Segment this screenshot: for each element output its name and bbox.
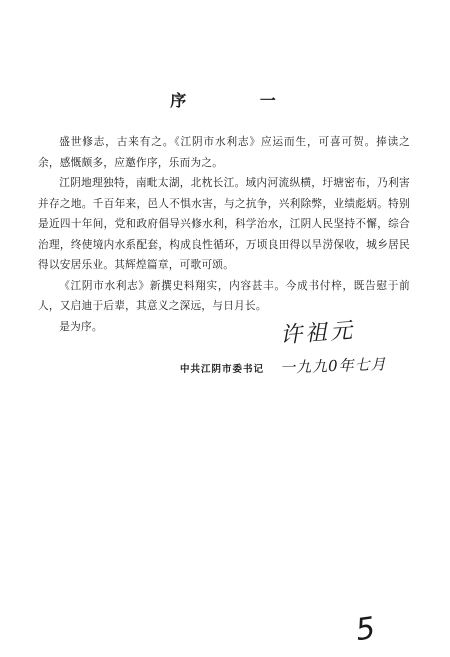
page-number: 5 <box>353 610 378 649</box>
signature-date: 一九九0年七月 <box>279 355 387 377</box>
signature-block <box>180 318 420 381</box>
signature-name: 许祖元 <box>279 318 356 349</box>
paragraph-4: 是为序。 <box>59 320 103 333</box>
paragraph-3: 《江阴市水利志》新撰史料翔实，内容甚丰。今成书付梓，既告慰于前人，又启迪于后辈，其意义之深远，与日月长。 <box>38 279 410 312</box>
paragraph-1: 盛世修志，古来有之。《江阴市水利志》应运而生，可喜可贺。捧读之余，感慨颇多，应邀作序，乐而为之。 <box>38 136 410 169</box>
signer-organization: 中共江阴市委书记 <box>180 364 265 375</box>
preface-body <box>38 132 410 337</box>
paragraph-2: 江阴地理独特，南毗太湖，北枕长江。域内河流纵横，圩塘密布，乃利害并存之地。千百年来，邑人不惧水害，与之抗争，兴利除弊，业绩彪炳。特别是近四十年间，党和政府倡导兴修水利，科学治水，江阴人民坚持不懈，综合治理，终使境内水系配套，构成良性循环，万顷良田得以旱涝保收，城乡居民得以安居乐业。其辉煌篇章，可歌可颂。 <box>38 177 410 271</box>
page-title: 序 一 <box>170 91 310 110</box>
